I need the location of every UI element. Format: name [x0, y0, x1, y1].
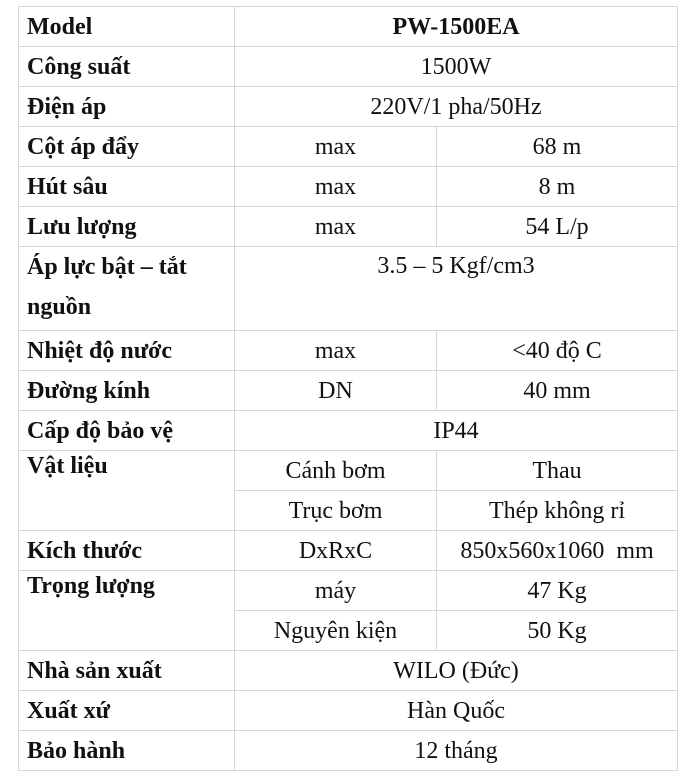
protection-label: Cấp độ bảo vệ — [19, 411, 235, 451]
table-row-manufacturer — [19, 651, 678, 691]
protection-value: IP44 — [235, 411, 678, 451]
dimensions-label: Kích thước — [19, 531, 235, 571]
spec-table — [18, 6, 678, 771]
suction-value: 8 m — [437, 167, 678, 207]
warranty-label: Bảo hành — [19, 731, 235, 771]
head-qualifier: max — [235, 127, 437, 167]
table-row-pressure — [19, 247, 678, 331]
warranty-value: 12 tháng — [235, 731, 678, 771]
table-row-model — [19, 7, 678, 47]
manufacturer-label: Nhà sản xuất — [19, 651, 235, 691]
model-value: PW-1500EA — [235, 7, 678, 47]
head-label: Cột áp đẩy — [19, 127, 235, 167]
table-row-voltage — [19, 87, 678, 127]
weight-machine-value: 47 Kg — [437, 571, 678, 611]
table-row-dimensions — [19, 531, 678, 571]
table-row-origin — [19, 691, 678, 731]
diameter-value: 40 mm — [437, 371, 678, 411]
head-value: 68 m — [437, 127, 678, 167]
water-temp-value: <40 độ C — [437, 331, 678, 371]
table-row-flow — [19, 207, 678, 247]
weight-label: Trọng lượng — [19, 571, 235, 651]
material-label: Vật liệu — [19, 451, 235, 531]
table-row-weight-machine — [19, 571, 678, 611]
diameter-label: Đường kính — [19, 371, 235, 411]
weight-package-value: 50 Kg — [437, 611, 678, 651]
table-row-warranty — [19, 731, 678, 771]
table-row-protection — [19, 411, 678, 451]
table-row-power — [19, 47, 678, 87]
origin-label: Xuất xứ — [19, 691, 235, 731]
flow-value: 54 L/p — [437, 207, 678, 247]
power-label: Công suất — [19, 47, 235, 87]
suction-qualifier: max — [235, 167, 437, 207]
origin-value: Hàn Quốc — [235, 691, 678, 731]
water-temp-label: Nhiệt độ nước — [19, 331, 235, 371]
flow-qualifier: max — [235, 207, 437, 247]
water-temp-qualifier: max — [235, 331, 437, 371]
impeller-value: Thau — [437, 451, 678, 491]
diameter-qualifier: DN — [235, 371, 437, 411]
manufacturer-value: WILO (Đức) — [235, 651, 678, 691]
impeller-label: Cánh bơm — [235, 451, 437, 491]
dimensions-qualifier: DxRxC — [235, 531, 437, 571]
pressure-label: Áp lực bật – tắt nguồn — [19, 247, 235, 331]
table-row-suction — [19, 167, 678, 207]
shaft-value: Thép không rỉ — [437, 491, 678, 531]
flow-label: Lưu lượng — [19, 207, 235, 247]
voltage-label: Điện áp — [19, 87, 235, 127]
model-label: Model — [19, 7, 235, 47]
table-row-water-temp — [19, 331, 678, 371]
pressure-value: 3.5 – 5 Kgf/cm3 — [235, 247, 678, 331]
table-row-material-impeller — [19, 451, 678, 491]
weight-package-label: Nguyên kiện — [235, 611, 437, 651]
suction-label: Hút sâu — [19, 167, 235, 207]
voltage-value: 220V/1 pha/50Hz — [235, 87, 678, 127]
weight-machine-label: máy — [235, 571, 437, 611]
table-row-head — [19, 127, 678, 167]
power-value: 1500W — [235, 47, 678, 87]
dimensions-value: 850x560x1060 mm — [437, 531, 678, 571]
table-row-diameter — [19, 371, 678, 411]
shaft-label: Trục bơm — [235, 491, 437, 531]
